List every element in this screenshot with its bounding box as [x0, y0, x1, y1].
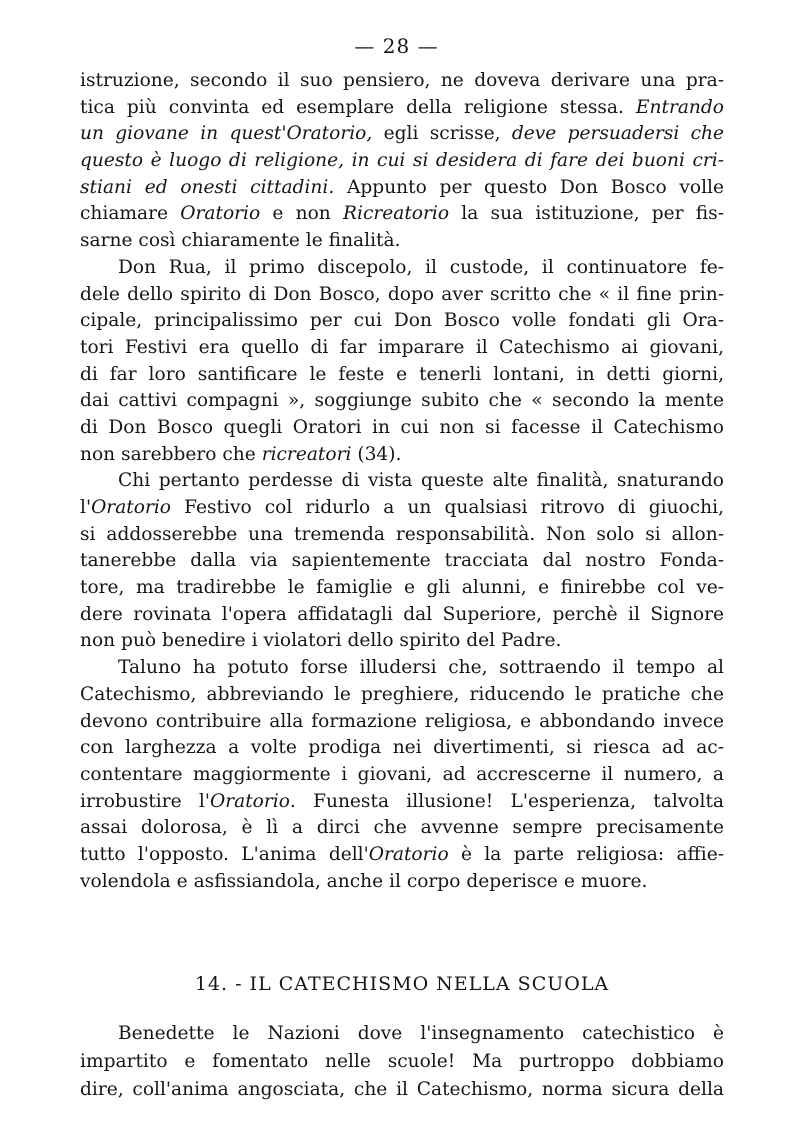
final-paragraph — [80, 1020, 724, 1104]
text-line: di far loro santificare le feste e tenerli lontani, in detti giorni, — [80, 363, 724, 385]
text-line: assai dolorosa, è lì a dirci che avvenne sempre precisamente — [80, 817, 724, 839]
text-line: chiamare Oratorio e non Ricreatorio la sua istituzione, per fis- — [80, 203, 724, 225]
body-text — [80, 68, 724, 895]
text-line: con larghezza a volte prodiga nei divertimenti, si riesca ad ac- — [80, 737, 724, 759]
text-line: tanerebbe dalla via sapientemente tracciata dal nostro Fonda- — [80, 550, 724, 572]
text-line: non sarebbero che ricreatori (34). — [80, 443, 402, 465]
text-line: contentare maggiormente i giovani, ad accrescerne il numero, a — [80, 763, 724, 785]
text-line: Benedette le Nazioni dove l'insegnamento catechistico è — [118, 1023, 724, 1044]
text-line: di Don Bosco quegli Oratori in cui non si facesse il Catechismo — [80, 416, 724, 438]
text-line: Catechismo, abbreviando le preghiere, riducendo le pratiche che — [80, 683, 724, 705]
text-line: l'Oratorio Festivo col ridurlo a un qualsiasi ritrovo di giuochi, — [80, 497, 724, 518]
text-line: si addosserebbe una tremenda responsabilità. Non solo si allon- — [80, 523, 724, 545]
text-line: dire, coll'anima angosciata, che il Catechismo, norma sicura della — [80, 1079, 724, 1100]
text-line: un giovane in quest'Oratorio, egli scrisse, deve persuadersi che — [80, 123, 724, 145]
text-line: Don Rua, il primo discepolo, il custode, il continuatore fe- — [118, 256, 724, 278]
text-line: Taluno ha potuto forse illudersi che, sottraendo il tempo al — [118, 657, 724, 679]
text-line: istruzione, secondo il suo pensiero, ne doveva derivare una pra- — [80, 70, 724, 91]
text-line: questo è luogo di religione, in cui si desidera di fare dei buoni cri- — [80, 150, 724, 172]
text-line: sarne così chiaramente le finalità. — [80, 230, 401, 252]
section-heading: 14. - IL CATECHISMO NELLA SCUOLA — [194, 973, 610, 995]
text-line: cipale, principalissimo per cui Don Bosco volle fondati gli Ora- — [80, 310, 724, 332]
page-number: — 28 — — [354, 34, 439, 58]
text-line: volendola e asfissiandola, anche il corpo deperisce e muore. — [80, 870, 648, 892]
text-line: tutto l'opposto. L'anima dell'Oratorio è la parte religiosa: affie- — [80, 843, 724, 865]
text-line: dere rovinata l'opera affidatagli dal Superiore, perchè il Signore — [80, 603, 724, 625]
text-line: dai cattivi compagni », soggiunge subito che « secondo la mente — [80, 390, 724, 412]
text-line: tori Festivi era quello di far imparare il Catechismo ai giovani, — [80, 336, 724, 358]
text-line: impartito e fomentato nelle scuole! Ma purtroppo dobbiamo — [80, 1051, 724, 1072]
text-line: tore, ma tradirebbe le famiglie e gli alunni, e finirebbe col ve- — [80, 577, 724, 599]
text-line: Chi pertanto perdesse di vista queste alte finalità, snaturando — [118, 470, 724, 492]
text-line: tica più convinta ed esemplare della religione stessa. Entrando — [80, 96, 724, 118]
text-line: devono contribuire alla formazione religiosa, e abbondando invece — [80, 710, 724, 732]
text-line: non può benedire i violatori dello spirito del Padre. — [80, 630, 562, 652]
text-line: irrobustire l'Oratorio. Funesta illusione! L'esperienza, talvolta — [80, 790, 724, 812]
text-line: stiani ed onesti cittadini. Appunto per questo Don Bosco volle — [80, 176, 724, 198]
text-line: dele dello spirito di Don Bosco, dopo aver scritto che « il fine prin- — [80, 283, 724, 305]
